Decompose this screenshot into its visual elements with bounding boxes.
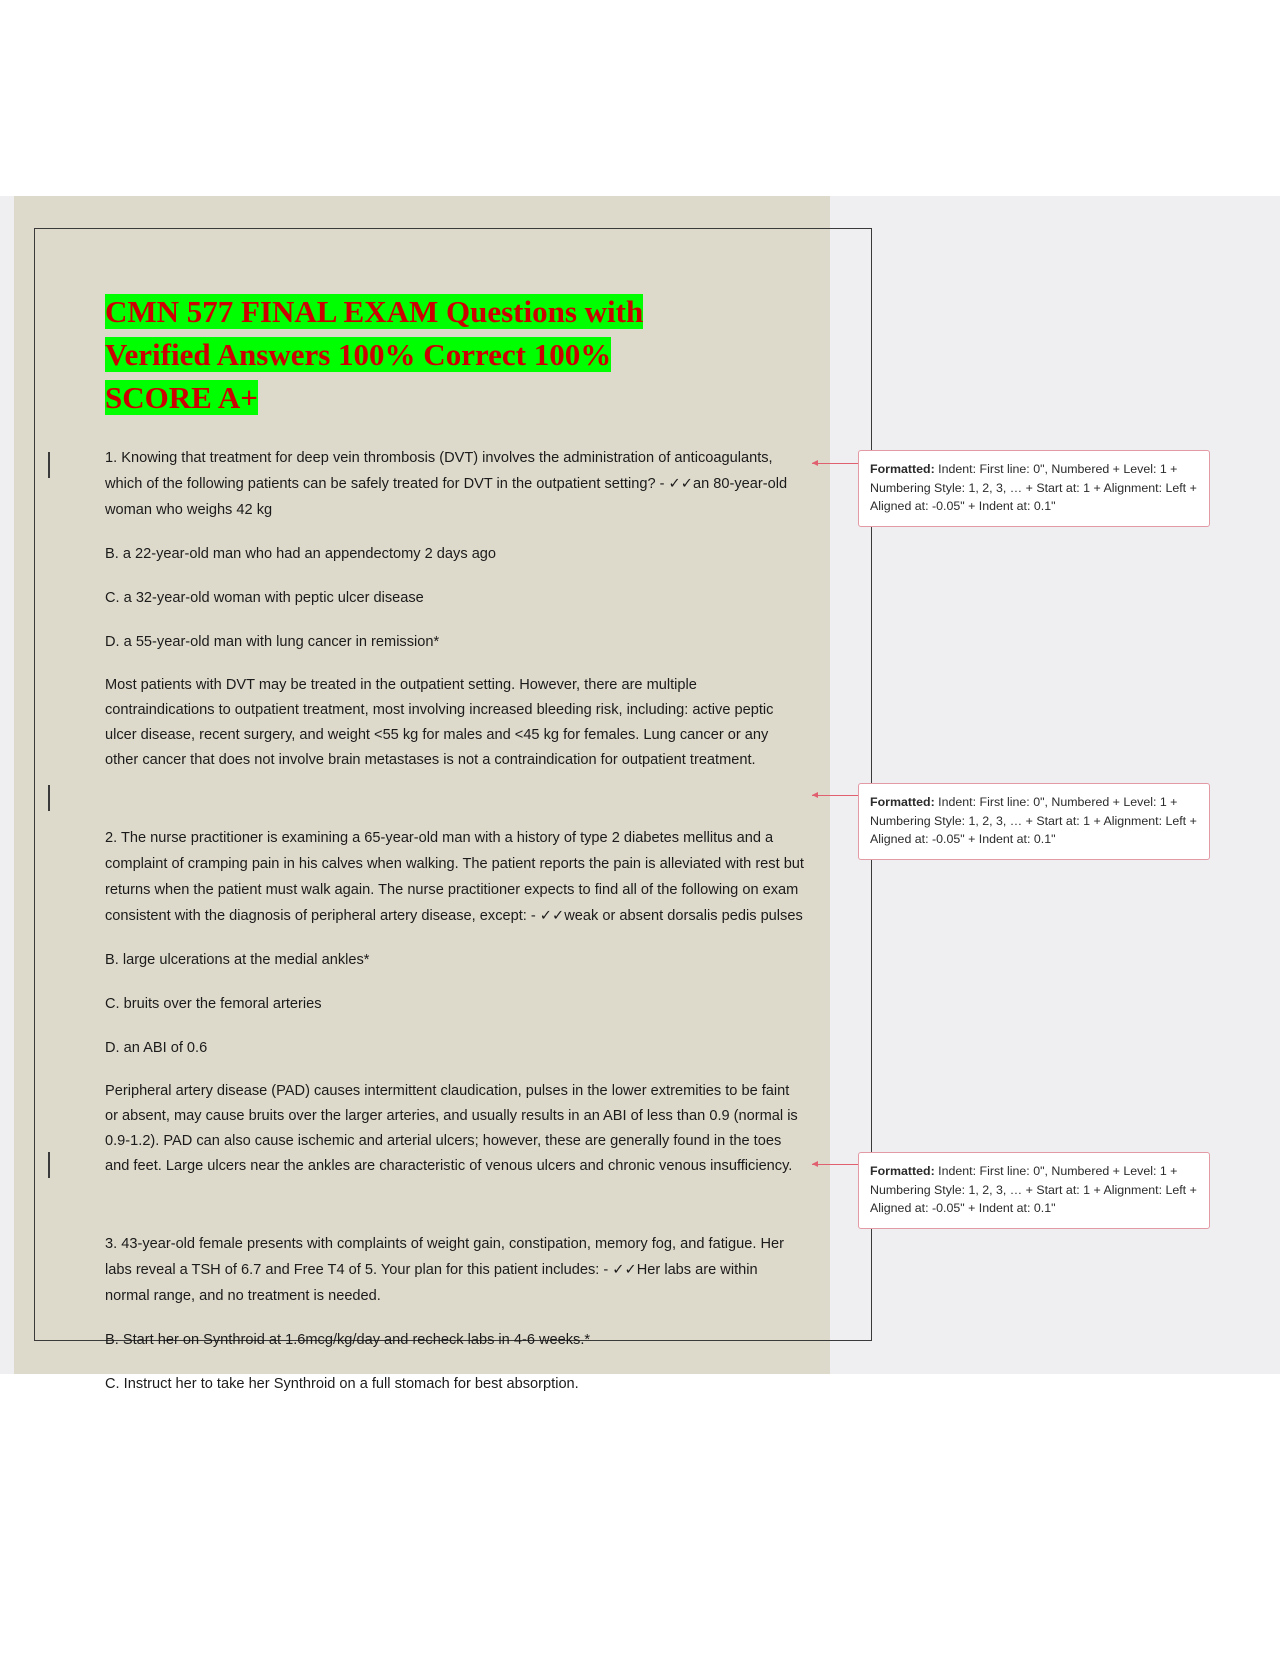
formatted-comment-1-label: Formatted: [870,462,935,476]
page-title-line-3: SCORE A+ [105,380,258,415]
formatted-comment-3-text: Indent: First line: 0", Numbered + Level: 1 + Numbering Style: 1, 2, 3, … + Start at: 1 + Alignment: Left + Aligned at: -0.05" + Indent at: 0.1" [870,1164,1197,1215]
section-spacer-2 [105,1197,805,1231]
comment-leader-3 [812,1164,858,1165]
change-bar-q3 [48,1152,50,1178]
question-2-stem: 2. The nurse practitioner is examining a 65-year-old man with a history of type 2 diabetes mellitus and a complaint of cramping pain in his calves when walking. The patient reports the pain is alleviated with rest but returns when the patient must walk again. The nurse practitioner expects to find all of the following on exam consistent with the diagnosis of peripheral artery disease, except: - ✓✓weak or absent dorsalis pedis pulses [105,830,804,924]
page-title-line-1: CMN 577 FINAL EXAM Questions with [105,294,644,329]
question-2-option-c: C. bruits over the femoral arteries [105,996,322,1012]
question-3-option-b: B. Start her on Synthroid at 1.6mcg/kg/day and recheck labs in 4-6 weeks.* [105,1332,591,1348]
question-1-option-c: C. a 32-year-old woman with peptic ulcer disease [105,590,424,606]
formatted-comment-2[interactable] [858,783,1210,860]
document-content [105,290,805,1415]
page-title [105,290,805,419]
change-bar-q1 [48,452,50,478]
formatted-comment-3-label: Formatted: [870,1164,935,1178]
question-1-option-b: B. a 22-year-old man who had an appendectomy 2 days ago [105,546,497,562]
page-title-line-2: Verified Answers 100% Correct 100% [105,337,612,372]
question-3-option-c: C. Instruct her to take her Synthroid on a full stomach for best absorption. [105,1376,579,1392]
section-spacer-1 [105,791,805,825]
formatted-comment-2-label: Formatted: [870,795,935,809]
formatted-comment-1-text: Indent: First line: 0", Numbered + Level: 1 + Numbering Style: 1, 2, 3, … + Start at: 1 + Alignment: Left + Aligned at: -0.05" + Indent at: 0.1" [870,462,1197,513]
question-2-option-d: D. an ABI of 0.6 [105,1040,208,1056]
formatted-comment-3[interactable] [858,1152,1210,1229]
question-2-explanation: Peripheral artery disease (PAD) causes intermittent claudication, pulses in the lower extremities to be faint or absent, may cause bruits over the larger arteries, and usually results in an ABI of less than 0.9 (normal is 0.9-1.2). PAD can also cause ischemic and arterial ulcers; however, these are generally found in the toes and feet. Large ulcers near the ankles are characteristic of venous ulcers and chronic venous insufficiency. [105,1083,798,1174]
question-1-option-d: D. a 55-year-old man with lung cancer in remission* [105,634,440,650]
question-1-stem: 1. Knowing that treatment for deep vein thrombosis (DVT) involves the administration of anticoagulants, which of the following patients can be safely treated for DVT in the outpatient setting? - ✓✓an 80-year-old woman who weighs 42 kg [105,450,788,518]
question-3-stem: 3. 43-year-old female presents with complaints of weight gain, constipation, memory fog, and fatigue. Her labs reveal a TSH of 6.7 and Free T4 of 5. Your plan for this patient includes: - ✓✓Her labs are within normal range, and no treatment is needed. [105,1236,784,1304]
comment-leader-2 [812,795,858,796]
formatted-comment-2-text: Indent: First line: 0", Numbered + Level: 1 + Numbering Style: 1, 2, 3, … + Start at: 1 + Alignment: Left + Aligned at: -0.05" + Indent at: 0.1" [870,795,1197,846]
change-bar-q2 [48,785,50,811]
question-1-explanation: Most patients with DVT may be treated in the outpatient setting. However, there are multiple contraindications to outpatient treatment, most involving increased bleeding risk, including: active peptic ulcer disease, recent surgery, and weight <55 kg for males and <45 kg for females. Lung cancer or any other cancer that does not involve brain metastases is not a contraindication for outpatient treatment. [105,677,774,768]
comment-leader-1 [812,463,858,464]
formatted-comment-1[interactable] [858,450,1210,527]
question-2-option-b: B. large ulcerations at the medial ankles* [105,952,370,968]
